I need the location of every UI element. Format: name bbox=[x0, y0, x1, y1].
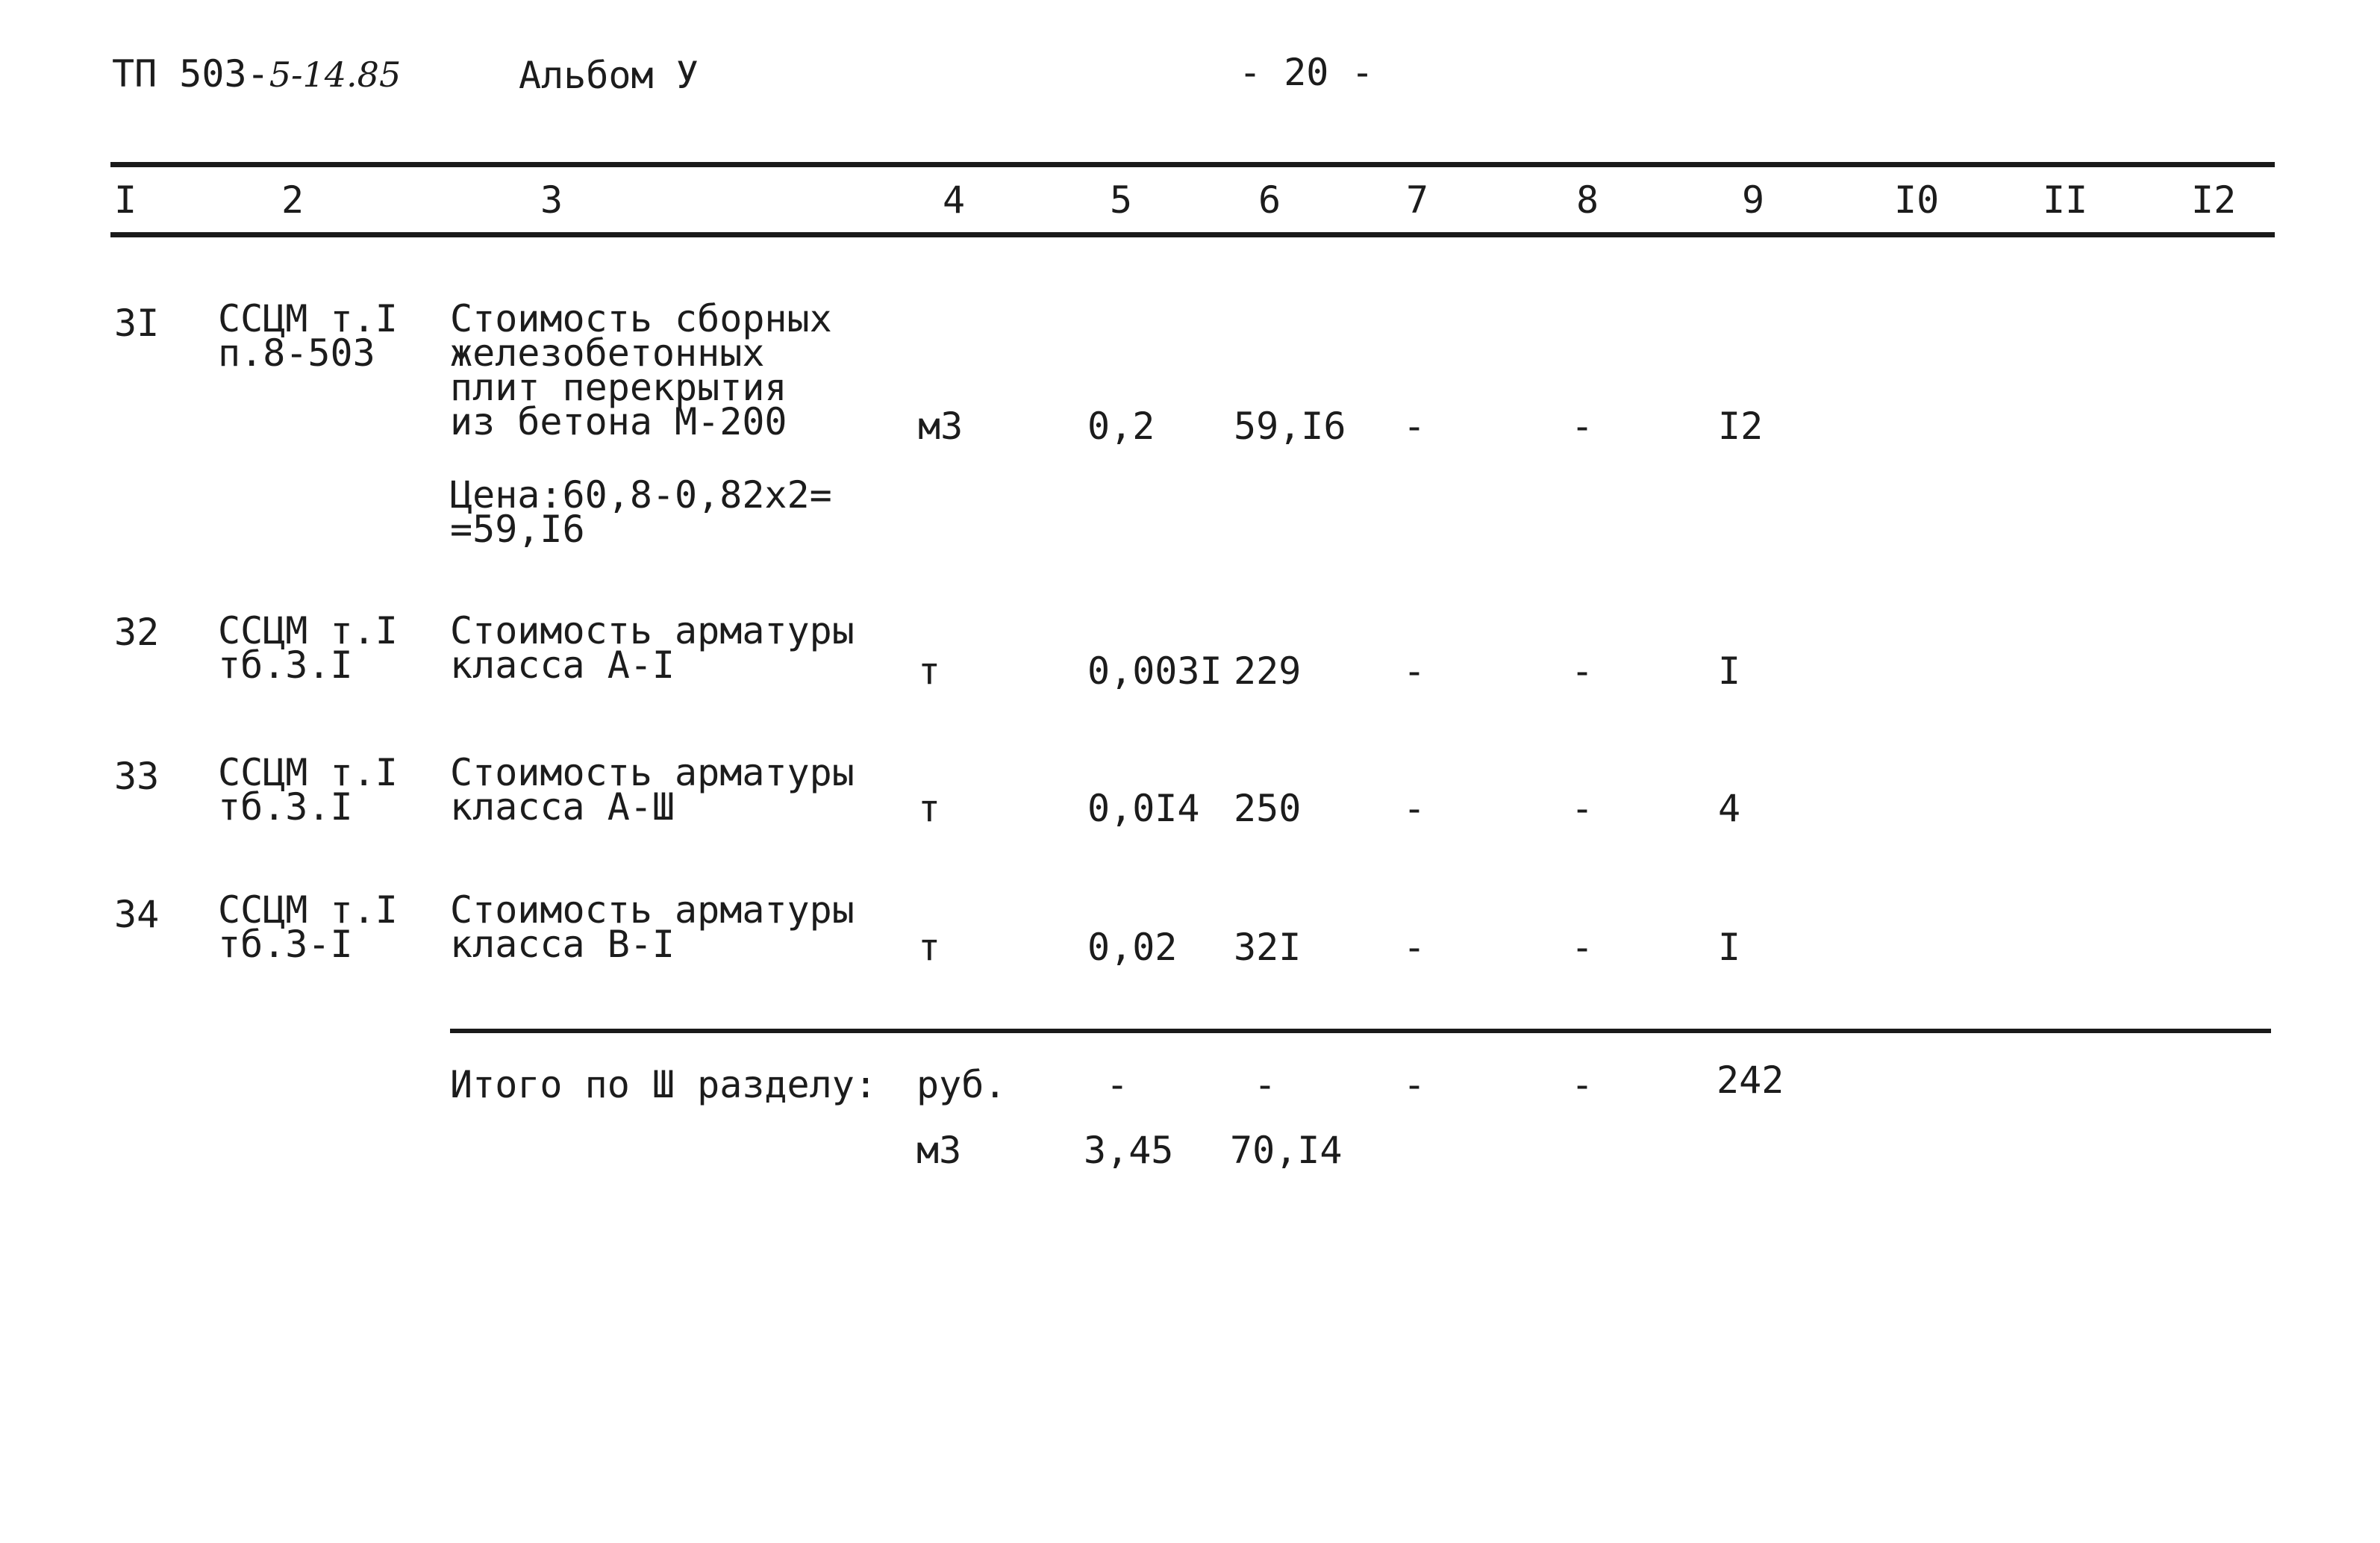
total-col7: - bbox=[1403, 1063, 1426, 1106]
row-col8: - bbox=[1571, 649, 1594, 693]
row-unit: т bbox=[918, 787, 941, 830]
total-col6: - bbox=[1254, 1063, 1277, 1106]
row-description: Стоимость арматуры класса А-I bbox=[450, 609, 855, 687]
row-col7: - bbox=[1403, 649, 1426, 693]
column-header: I2 bbox=[2191, 178, 2237, 222]
row-quantity: 0,0I4 bbox=[1087, 787, 1200, 830]
row-number: 3I bbox=[114, 302, 160, 345]
column-header: I0 bbox=[1894, 178, 1940, 222]
total-col8: - bbox=[1571, 1063, 1594, 1106]
row-source: ССЦМ т.I п.8-503 bbox=[218, 297, 398, 375]
row-price: 250 bbox=[1234, 787, 1302, 830]
row-quantity: 0,003I bbox=[1087, 649, 1222, 693]
row-col9: I2 bbox=[1718, 405, 1764, 448]
column-header: 3 bbox=[540, 178, 563, 222]
row-col8: - bbox=[1571, 787, 1594, 830]
page-number: - 20 - bbox=[1239, 51, 1374, 94]
total-label: Итого по Ш разделу: bbox=[450, 1063, 877, 1106]
row-col7: - bbox=[1403, 405, 1426, 448]
row-col7: - bbox=[1403, 787, 1426, 830]
total-col5: - bbox=[1106, 1063, 1129, 1106]
column-header: 7 bbox=[1406, 178, 1429, 222]
total-rule bbox=[450, 1029, 2271, 1033]
row-col9: 4 bbox=[1718, 787, 1741, 830]
row-col7: - bbox=[1403, 926, 1426, 969]
row-unit: м3 bbox=[918, 405, 963, 448]
row-description: Стоимость сборных железобетонных плит перекрытия из бетона М-200 bbox=[450, 297, 832, 443]
table-top-rule bbox=[110, 162, 2275, 167]
column-header: 5 bbox=[1110, 178, 1133, 222]
column-header: 8 bbox=[1576, 178, 1599, 222]
row-number: 34 bbox=[114, 893, 160, 936]
row-source: ССЦМ т.I тб.3-I bbox=[218, 888, 398, 966]
header-bottom-rule bbox=[110, 232, 2275, 237]
row-quantity: 0,02 bbox=[1087, 926, 1178, 969]
total-unit: руб. bbox=[916, 1063, 1007, 1106]
column-header: 4 bbox=[943, 178, 966, 222]
row-price: 32I bbox=[1234, 926, 1302, 969]
row-price-note: Цена:60,8-0,82х2= =59,I6 bbox=[450, 473, 832, 551]
row-number: 32 bbox=[114, 611, 160, 654]
row-source: ССЦМ т.I тб.3.I bbox=[218, 609, 398, 687]
column-header: 6 bbox=[1258, 178, 1281, 222]
row-col9: I bbox=[1718, 649, 1741, 693]
column-header: II bbox=[2043, 178, 2088, 222]
row-col8: - bbox=[1571, 405, 1594, 448]
row-col8: - bbox=[1571, 926, 1594, 969]
row-col9: I bbox=[1718, 926, 1741, 969]
column-header: 9 bbox=[1742, 178, 1765, 222]
doc-code: ТП 503-5-14.85 bbox=[112, 52, 402, 96]
row-quantity: 0,2 bbox=[1087, 405, 1155, 448]
doc-code-handwritten: 5-14.85 bbox=[269, 54, 402, 95]
total-unit-volume: м3 bbox=[916, 1129, 962, 1172]
column-header: I bbox=[114, 178, 137, 222]
total-volume: 3,45 bbox=[1084, 1129, 1174, 1172]
total-col9: 242 bbox=[1717, 1059, 1784, 1102]
row-price: 229 bbox=[1234, 649, 1302, 693]
total-avg-price: 70,I4 bbox=[1230, 1129, 1343, 1172]
album-label: Альбом У bbox=[519, 54, 699, 97]
row-source: ССЦМ т.I тб.3.I bbox=[218, 751, 398, 829]
row-unit: т bbox=[918, 926, 941, 969]
row-description: Стоимость арматуры класса В-I bbox=[450, 888, 855, 966]
row-unit: т bbox=[918, 649, 941, 693]
column-header: 2 bbox=[281, 178, 304, 222]
row-number: 33 bbox=[114, 755, 160, 798]
row-description: Стоимость арматуры класса А-Ш bbox=[450, 751, 855, 829]
row-price: 59,I6 bbox=[1234, 405, 1346, 448]
